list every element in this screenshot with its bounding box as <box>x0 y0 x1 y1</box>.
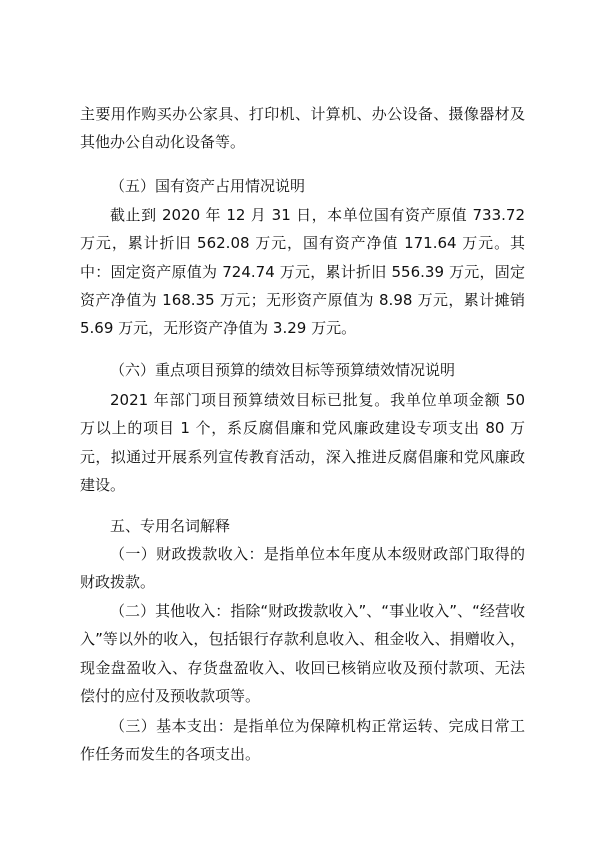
heading-terms-explanation: 五、专用名词解释 <box>110 517 231 535</box>
paragraph-fiscal-income: （一）财政拨款收入：是指单位本年度从本级财政部门取得的财政拨款。 <box>80 545 525 592</box>
paragraph-other-income: （二）其他收入：指除“财政拨款收入”、“事业收入”、“经营收入”等以外的收入，包括银行存款利息收入、租金收入、捐赠收入，现金盘盈收入、存货盘盈收入、收回已核销应收及预付款项、无法偿付的应付及预收款项等。 <box>80 602 525 705</box>
heading-performance-goals: （六）重点项目预算的绩效目标等预算绩效情况说明 <box>110 361 456 379</box>
paragraph-performance-goals: 2021 年部门项目预算绩效目标已批复。我单位单项金额 50 万以上的项目 1 个，系反腐倡廉和党风廉政建设专项支出 80 万元，拟通过开展系列宣传教育活动，深入推进反腐倡廉和党风廉政建设。 <box>80 391 525 494</box>
paragraph-state-assets: 截止到 2020 年 12 月 31 日，本单位国有资产原值 733.72 万元，累计折旧 562.08 万元，国有资产净值 171.64 万元。其中：固定资产原值为 724.74 万元，累计折旧 556.39 万元，固定资产净值为 168.35 万元；无形资产原值为 8.98 万元，累计摊销 5.69 万元，无形资产净值为 3.29 万元。 <box>80 206 525 338</box>
heading-state-assets: （五）国有资产占用情况说明 <box>110 177 306 195</box>
paragraph-basic-expenditure: （三）基本支出：是指单位为保障机构正常运转、完成日常工作任务而发生的各项支出。 <box>80 717 525 764</box>
paragraph-office-equipment: 主要用作购买办公家具、打印机、计算机、办公设备、摄像器材及其他办公自动化设备等。 <box>80 105 525 152</box>
